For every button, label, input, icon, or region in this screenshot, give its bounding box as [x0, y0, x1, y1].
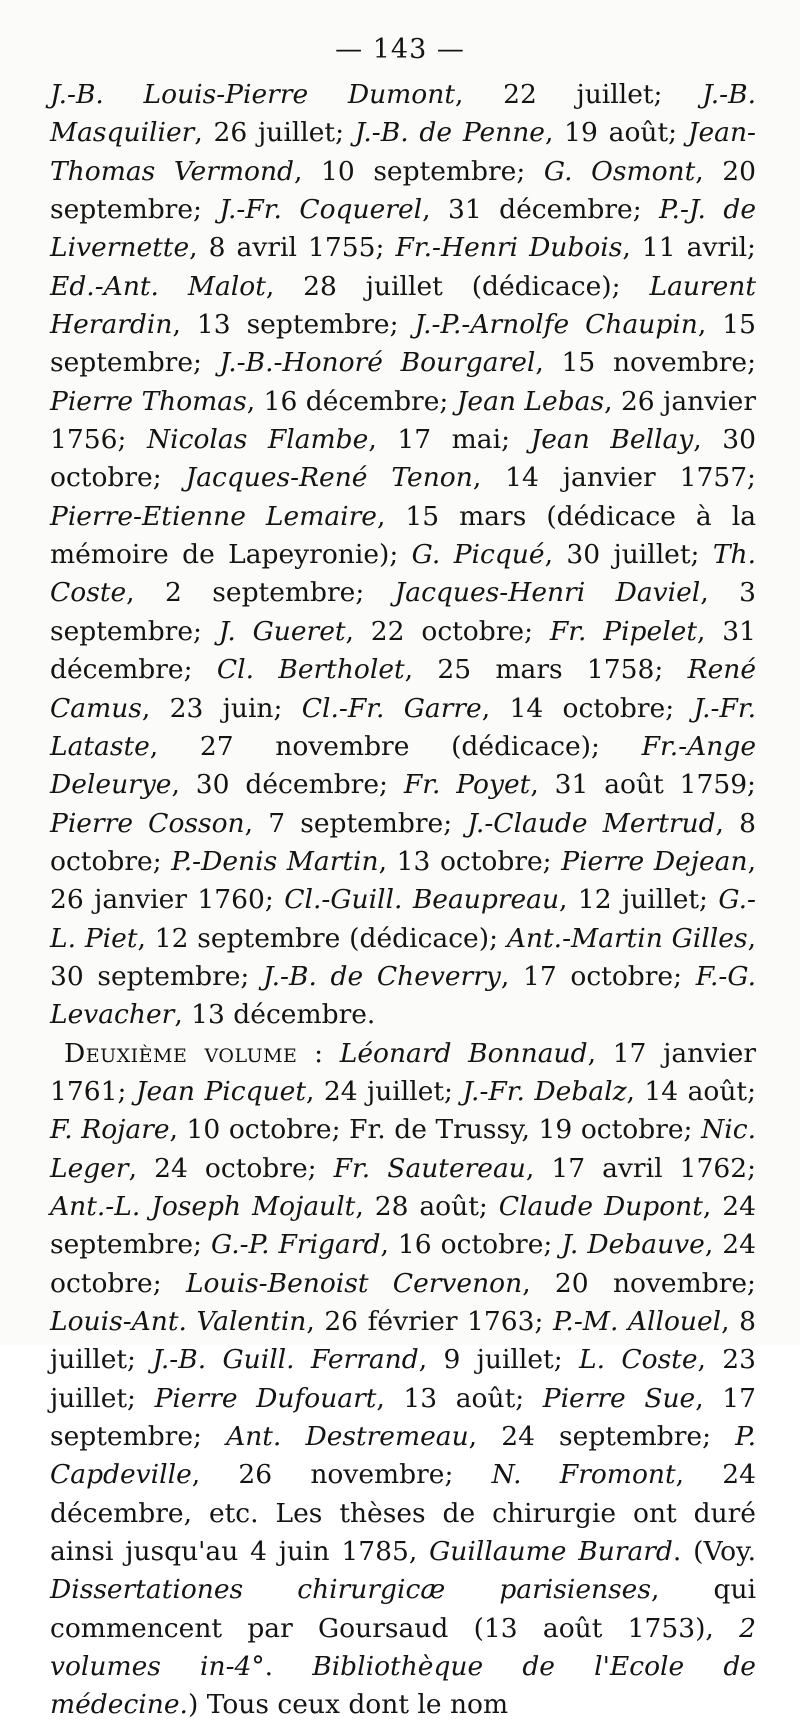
italic-text: Léonard Bonnaud [339, 1037, 588, 1069]
italic-text: J.-B. de Cheverry [263, 960, 501, 992]
text-run: , qui commencent par Goursaud (13 août 1753), [50, 1574, 756, 1644]
text-run: , 28 juillet (dédicace); [265, 270, 650, 302]
text-run: , 23 juillet; [50, 1344, 756, 1414]
italic-text: J.-Fr. Debalz [462, 1075, 627, 1107]
text-run: , 8 octobre; [50, 807, 756, 877]
page-number: — 143 — [335, 34, 465, 65]
italic-text: G.-L. Piet [50, 884, 756, 954]
text-run: , 17 octobre; [500, 960, 696, 992]
italic-text: Nic. Leger [50, 1114, 756, 1184]
text-run: , 16 décembre; [246, 385, 457, 417]
italic-text: Nicolas Flambe [146, 424, 369, 456]
italic-text: Claude Dupont [498, 1190, 703, 1222]
text-run: , 12 septembre (dédicace); [137, 922, 507, 954]
text-run: , 26 janvier 1760; [50, 845, 756, 916]
italic-text: Dissertationes chirurgicæ parisienses [50, 1574, 651, 1606]
italic-text: G.-P. Frigard [211, 1229, 381, 1261]
italic-text: Ant. Destremeau [226, 1421, 469, 1453]
paragraph [50, 1035, 756, 1725]
italic-text: Jean Lebas [456, 385, 605, 417]
italic-text: Pierre Sue [542, 1382, 696, 1414]
italic-text: J. Gueret [218, 615, 346, 647]
italic-text: J.-B. Masquilier [50, 79, 756, 149]
text-run: , 24 décembre, etc. Les thèses de chirurgie ont duré ainsi jusqu'au 4 juin 1785, [50, 1459, 756, 1568]
text-run: , 30 septembre; [50, 922, 756, 992]
text-run: , 24 octobre; [50, 1229, 756, 1299]
text-run: , 17 avril 1762; [525, 1152, 756, 1184]
italic-text: Cl.-Fr. Garre [301, 692, 482, 724]
italic-text: J.-Fr. Lataste [50, 692, 757, 762]
text-run: . (Voy. [672, 1536, 756, 1568]
text-run: , 26 janvier 1756; [50, 385, 757, 456]
italic-text: P.-Denis Martin [171, 845, 379, 877]
text-run: : [297, 1037, 340, 1069]
text-run: , 9 juillet; [418, 1344, 579, 1376]
italic-text: J.-Claude Mertrud [467, 807, 716, 839]
text-run: , 26 février 1763; [306, 1306, 553, 1337]
italic-text: 2 volumes in-4° [50, 1612, 756, 1683]
text-run: , 10 septembre; [294, 155, 544, 187]
italic-text: N. Fromont [491, 1459, 676, 1491]
text-run: , 31 décembre; [50, 615, 756, 686]
text-run: , 26 juillet; [194, 117, 355, 149]
text-run: , 24 juillet; [305, 1075, 463, 1107]
text-run: , 24 septembre; [468, 1421, 736, 1453]
text-run: , 30 décembre; [171, 769, 404, 801]
text-run: , 14 janvier 1757; [472, 462, 756, 494]
italic-text: Pierre Cosson [50, 807, 245, 839]
text-run: . [264, 1651, 313, 1683]
text-run: , 13 octobre; [378, 845, 562, 877]
text-run: , 17 mai; [368, 424, 531, 456]
text-run: , 14 octobre; [481, 692, 694, 724]
text-run: , 19 août; [544, 117, 688, 149]
text-run: , 7 septembre; [244, 807, 468, 839]
text-run: , 17 septembre; [50, 1382, 756, 1453]
text-run: , 20 septembre; [50, 155, 756, 226]
text-run: , 2 septembre; [126, 577, 395, 609]
italic-text: Ed.-Ant. Malot [50, 270, 266, 302]
italic-text: Fr.-Henri Dubois [395, 232, 623, 264]
italic-text: F. Rojare [50, 1114, 170, 1146]
text-run: , 10 octobre; Fr. de Trussy, 19 octobre; [169, 1114, 702, 1146]
text-run: , 13 septembre; [172, 309, 415, 341]
italic-text: Pierre Dufouart [154, 1382, 377, 1414]
text-run: , 28 août; [355, 1190, 499, 1222]
italic-text: Jean Bellay [530, 424, 694, 456]
italic-text: J.-B. Guill. Ferrand [152, 1344, 419, 1376]
italic-text: Jean Picquet [135, 1075, 306, 1107]
italic-text: J.-Fr. Coquerel [219, 194, 423, 226]
text-run: , 24 septembre; [50, 1190, 756, 1261]
text-run: , 22 octobre; [345, 615, 550, 647]
text-run: , 31 décembre; [422, 194, 660, 226]
italic-text: J.-B. Louis-Pierre Dumont [50, 79, 455, 110]
italic-text: P.-M. Allouel [552, 1306, 722, 1337]
text-run: , 15 mars (dédicace à la mémoire de Lapeyronie); [50, 500, 756, 571]
italic-text: J.-B. de Penne [354, 117, 545, 149]
text-run: , 13 août; [376, 1382, 543, 1414]
text-run: , 31 août 1759; [530, 769, 756, 801]
italic-text: G. Osmont [543, 155, 696, 187]
italic-text: Fr. Poyet [403, 769, 531, 801]
text-run: , 26 novembre; [191, 1459, 492, 1491]
italic-text: J.-B.-Honoré Bourgarel [219, 347, 536, 379]
italic-text: P. Capdeville [50, 1421, 756, 1491]
text-run: , 11 avril; [622, 232, 756, 264]
italic-text: L. Coste [578, 1344, 698, 1376]
italic-text: P.-J. de Livernette [50, 194, 756, 264]
italic-text: Laurent Herardin [50, 270, 756, 341]
text-run: , 22 juillet; [454, 79, 703, 110]
text-run: , 8 avril 1755; [189, 232, 396, 264]
text-run: , 15 septembre; [50, 309, 756, 379]
italic-text: G. Picqué [411, 539, 545, 571]
text-run: , 27 novembre (dédicace); [149, 730, 642, 762]
italic-text: Pierre Dejean [561, 845, 748, 877]
italic-text: J. Debauve [561, 1229, 705, 1261]
italic-text: Jacques-Henri Daviel [394, 577, 701, 609]
italic-text: Cl. Bertholet [216, 654, 405, 686]
text-run: , 16 octobre; [380, 1229, 562, 1261]
italic-text: Ant.-L. Joseph Mojault [50, 1190, 356, 1222]
italic-text: F.-G. Levacher [50, 960, 756, 1031]
italic-text: Fr. Sautereau [333, 1152, 526, 1184]
body-text [50, 76, 756, 1725]
text-run: , 3 septembre; [50, 577, 756, 647]
italic-text: Pierre Thomas [50, 385, 247, 417]
italic-text: Bibliothèque de l'Ecole de médecine. [50, 1651, 756, 1721]
text-run: , 20 novembre; [522, 1267, 756, 1299]
italic-text: Jacques-René Tenon [185, 462, 473, 494]
italic-text: J.-P.-Arnolfe Chaupin [414, 309, 698, 341]
text-run: , 23 juin; [141, 692, 302, 724]
italic-text: Cl.-Guill. Beaupreau [284, 884, 560, 916]
text-run: , 25 mars 1758; [404, 654, 688, 686]
text-run: , 30 octobre; [50, 424, 757, 494]
italic-text: Th. Coste [50, 539, 757, 609]
text-run: ) Tous ceux dont le nom [187, 1689, 509, 1721]
italic-text: Ant.-Martin Gilles [506, 922, 748, 954]
italic-text: Louis-Benoist Cervenon [185, 1267, 523, 1299]
text-run: , 8 juillet; [50, 1306, 756, 1376]
text-run: , 24 octobre; [128, 1152, 334, 1184]
italic-text: Jean-Thomas Vermond [50, 117, 756, 187]
italic-text: Pierre-Etienne Lemaire [50, 500, 377, 532]
italic-text: Guillaume Burard [429, 1536, 673, 1568]
text-run: , 17 janvier 1761; [50, 1037, 756, 1107]
text-run: , 13 décembre. [174, 999, 376, 1031]
text-run: , 30 juillet; [544, 539, 713, 571]
text-run: , 12 juillet; [559, 884, 719, 916]
italic-text: Fr. Pipelet [549, 615, 698, 647]
italic-text: René Camus [50, 654, 757, 724]
italic-text: Louis-Ant. Valentin [50, 1306, 307, 1337]
paragraph [50, 76, 756, 1035]
italic-text: Fr.-Ange Deleurye [50, 730, 756, 801]
small-caps-heading: Deuxième volume [64, 1037, 298, 1069]
text-run: , 15 novembre; [535, 347, 756, 379]
text-run: , 14 août; [626, 1075, 756, 1107]
